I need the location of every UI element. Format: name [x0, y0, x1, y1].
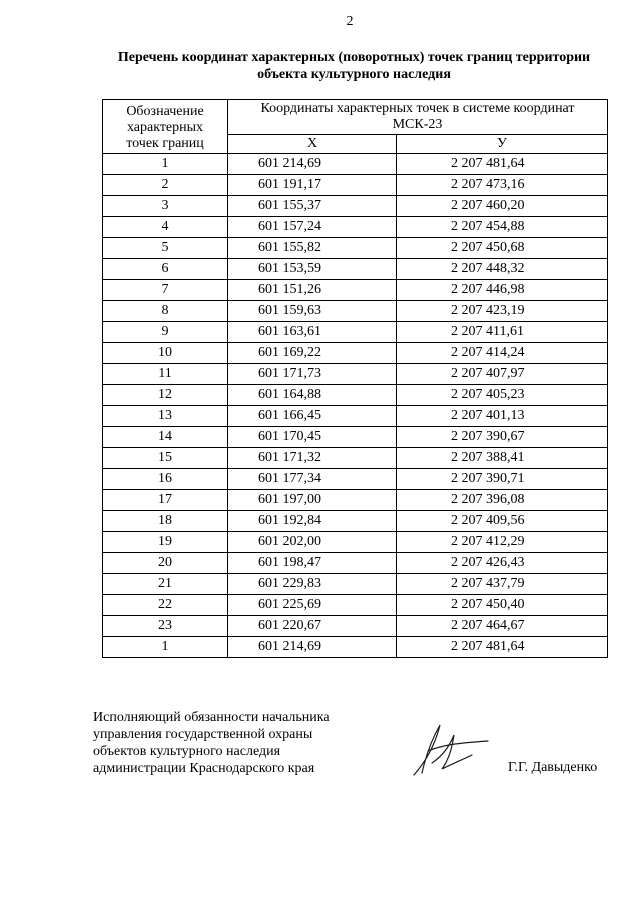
- x-coordinate-cell: 601 157,24: [228, 217, 397, 238]
- y-coordinate-cell: 2 207 460,20: [397, 196, 608, 217]
- x-coordinate-cell: 601 177,34: [228, 469, 397, 490]
- coordinates-table: [102, 99, 608, 658]
- table-row: [103, 343, 608, 364]
- point-number-cell: 14: [103, 427, 228, 448]
- x-coordinate-cell: 601 171,73: [228, 364, 397, 385]
- point-number-cell: 13: [103, 406, 228, 427]
- point-number-cell: 3: [103, 196, 228, 217]
- point-number-cell: 15: [103, 448, 228, 469]
- y-coordinate-cell: 2 207 388,41: [397, 448, 608, 469]
- y-coordinate-cell: 2 207 412,29: [397, 532, 608, 553]
- table-row: [103, 154, 608, 175]
- header-point-line: точек границ: [126, 135, 204, 151]
- point-number-cell: 22: [103, 595, 228, 616]
- table-row: [103, 637, 608, 658]
- y-coordinate-cell: 2 207 473,16: [397, 175, 608, 196]
- x-coordinate-cell: 601 164,88: [228, 385, 397, 406]
- y-coordinate-cell: 2 207 448,32: [397, 259, 608, 280]
- y-coordinate-cell: 2 207 401,13: [397, 406, 608, 427]
- y-coordinate-cell: 2 207 450,68: [397, 238, 608, 259]
- point-number-cell: 7: [103, 280, 228, 301]
- y-coordinate-cell: 2 207 437,79: [397, 574, 608, 595]
- header-point-designation: [103, 100, 228, 154]
- point-number-cell: 19: [103, 532, 228, 553]
- y-coordinate-cell: 2 207 446,98: [397, 280, 608, 301]
- x-coordinate-cell: 601 169,22: [228, 343, 397, 364]
- header-point-line: Обозначение: [126, 103, 204, 119]
- x-coordinate-cell: 601 191,17: [228, 175, 397, 196]
- y-coordinate-cell: 2 207 481,64: [397, 637, 608, 658]
- table-row: [103, 406, 608, 427]
- point-number-cell: 5: [103, 238, 228, 259]
- y-coordinate-cell: 2 207 414,24: [397, 343, 608, 364]
- x-coordinate-cell: 601 220,67: [228, 616, 397, 637]
- table-row: [103, 175, 608, 196]
- x-coordinate-cell: 601 163,61: [228, 322, 397, 343]
- header-x: X: [228, 134, 397, 153]
- table-row: [103, 616, 608, 637]
- table-row: [103, 490, 608, 511]
- table-row: [103, 448, 608, 469]
- table-row: [103, 553, 608, 574]
- x-coordinate-cell: 601 155,82: [228, 238, 397, 259]
- header-coordinates-line: Координаты характерных точек в системе координат: [260, 101, 575, 117]
- table-row: [103, 301, 608, 322]
- point-number-cell: 12: [103, 385, 228, 406]
- table-row: [103, 511, 608, 532]
- table-row: [103, 427, 608, 448]
- table-row: [103, 364, 608, 385]
- signatory-position: [93, 709, 330, 777]
- header-point-line: характерных: [126, 119, 204, 135]
- header-coordinates: [228, 100, 608, 135]
- header-y: У: [397, 134, 608, 153]
- y-coordinate-cell: 2 207 409,56: [397, 511, 608, 532]
- point-number-cell: 6: [103, 259, 228, 280]
- point-number-cell: 8: [103, 301, 228, 322]
- table-row: [103, 259, 608, 280]
- y-coordinate-cell: 2 207 405,23: [397, 385, 608, 406]
- table-row: [103, 532, 608, 553]
- point-number-cell: 10: [103, 343, 228, 364]
- page-number: 2: [346, 14, 354, 29]
- x-coordinate-cell: 601 166,45: [228, 406, 397, 427]
- table-row: [103, 217, 608, 238]
- x-coordinate-cell: 601 153,59: [228, 259, 397, 280]
- y-coordinate-cell: 2 207 426,43: [397, 553, 608, 574]
- signatory-position-line: объектов культурного наследия: [93, 744, 281, 759]
- x-coordinate-cell: 601 202,00: [228, 532, 397, 553]
- point-number-cell: 11: [103, 364, 228, 385]
- table-row: [103, 238, 608, 259]
- x-coordinate-cell: 601 151,26: [228, 280, 397, 301]
- table-row: [103, 385, 608, 406]
- point-number-cell: 17: [103, 490, 228, 511]
- point-number-cell: 1: [103, 637, 228, 658]
- table-row: [103, 280, 608, 301]
- x-coordinate-cell: 601 159,63: [228, 301, 397, 322]
- point-number-cell: 20: [103, 553, 228, 574]
- point-number-cell: 21: [103, 574, 228, 595]
- y-coordinate-cell: 2 207 411,61: [397, 322, 608, 343]
- point-number-cell: 9: [103, 322, 228, 343]
- table-row: [103, 322, 608, 343]
- document-title-line: Перечень координат характерных (поворотных) точек границ территории: [117, 50, 591, 65]
- signatory-position-line: управления государственной охраны: [93, 727, 313, 742]
- x-coordinate-cell: 601 155,37: [228, 196, 397, 217]
- document-title-line: объекта культурного наследия: [257, 67, 451, 82]
- y-coordinate-cell: 2 207 407,97: [397, 364, 608, 385]
- x-coordinate-cell: 601 170,45: [228, 427, 397, 448]
- y-coordinate-cell: 2 207 454,88: [397, 217, 608, 238]
- handwritten-signature: [392, 715, 492, 785]
- y-coordinate-cell: 2 207 390,67: [397, 427, 608, 448]
- coordinates-table-body: [103, 154, 608, 658]
- signatory-position-line: Исполняющий обязанности начальника: [93, 710, 330, 725]
- point-number-cell: 1: [103, 154, 228, 175]
- y-coordinate-cell: 2 207 464,67: [397, 616, 608, 637]
- signatory-name: Г.Г. Давыденко: [508, 760, 598, 775]
- point-number-cell: 2: [103, 175, 228, 196]
- table-row: [103, 595, 608, 616]
- x-coordinate-cell: 601 214,69: [228, 154, 397, 175]
- point-number-cell: 16: [103, 469, 228, 490]
- x-coordinate-cell: 601 171,32: [228, 448, 397, 469]
- table-row: [103, 469, 608, 490]
- x-coordinate-cell: 601 229,83: [228, 574, 397, 595]
- signatory-position-line: администрации Краснодарского края: [93, 761, 315, 776]
- point-number-cell: 23: [103, 616, 228, 637]
- document-title: [94, 49, 614, 83]
- table-row: [103, 574, 608, 595]
- point-number-cell: 18: [103, 511, 228, 532]
- y-coordinate-cell: 2 207 423,19: [397, 301, 608, 322]
- x-coordinate-cell: 601 214,69: [228, 637, 397, 658]
- y-coordinate-cell: 2 207 450,40: [397, 595, 608, 616]
- y-coordinate-cell: 2 207 396,08: [397, 490, 608, 511]
- point-number-cell: 4: [103, 217, 228, 238]
- x-coordinate-cell: 601 197,00: [228, 490, 397, 511]
- x-coordinate-cell: 601 198,47: [228, 553, 397, 574]
- table-row: [103, 196, 608, 217]
- x-coordinate-cell: 601 225,69: [228, 595, 397, 616]
- header-coordinates-line: МСК-23: [392, 117, 443, 133]
- y-coordinate-cell: 2 207 481,64: [397, 154, 608, 175]
- x-coordinate-cell: 601 192,84: [228, 511, 397, 532]
- y-coordinate-cell: 2 207 390,71: [397, 469, 608, 490]
